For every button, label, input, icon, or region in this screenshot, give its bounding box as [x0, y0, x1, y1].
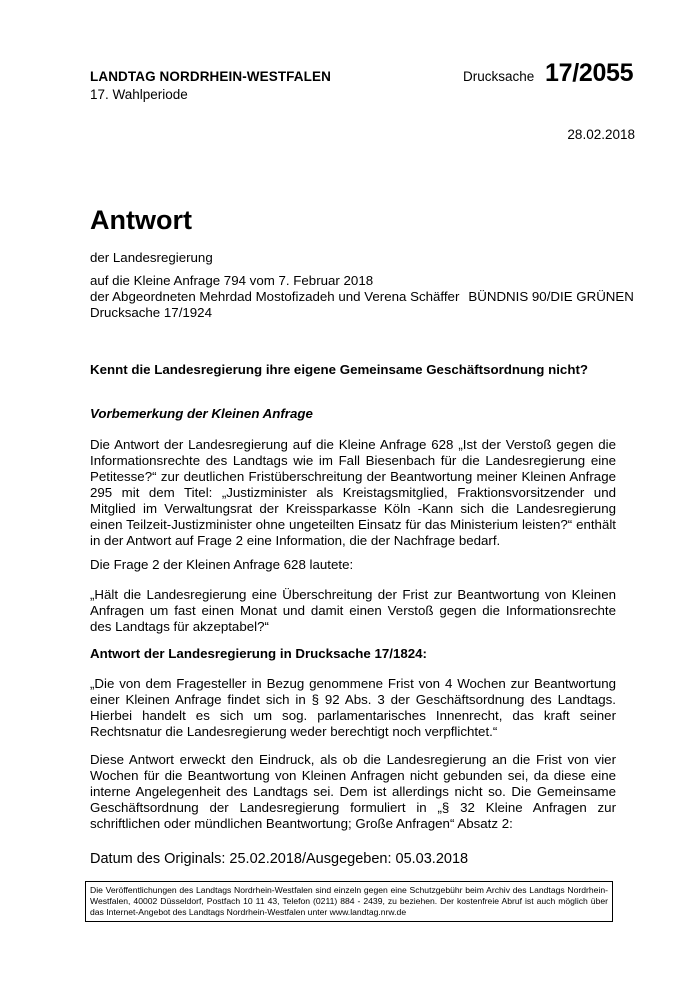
document-date: 28.02.2018: [567, 127, 635, 142]
intro-from: der Landesregierung: [90, 250, 213, 265]
intro-block: [90, 273, 634, 321]
legislative-period: 17. Wahlperiode: [90, 87, 188, 102]
paragraph-1: Die Antwort der Landesregierung auf die Kleine Anfrage 628 „Ist der Verstoß gegen die Informationsrechte des Landtags wie im Fall Biesenbach für die Landesregierung eine Petitesse?“ zur deutlichen Fristüberschreitung der Beantwortung meiner Kleinen Anfrage 295 mit dem Titel: „Justizminister als Kreistagsmitglied, Fraktionsvorsitzender und Mitglied im Verwaltungsrat der Kreissparkasse Köln -Kann sich die Landesregierung einen Teilzeit-Justizminister ohne ungeteilten Einsatz für das Ministerium leisten?“ enthält in der Antwort auf Frage 2 eine Information, die der Nachfrage bedarf.: [90, 437, 616, 548]
answer-heading: Antwort der Landesregierung in Drucksache 17/1824:: [90, 646, 427, 661]
drucksache-number: 17/2055: [545, 59, 634, 87]
datum-line: Datum des Originals: 25.02.2018/Ausgegeben: 05.03.2018: [90, 851, 469, 867]
intro-line-2: [90, 289, 634, 305]
drucksache-label: Drucksache: [463, 69, 535, 84]
parliament-name: LANDTAG NORDRHEIN-WESTFALEN: [90, 69, 331, 84]
intro-party: BÜNDNIS 90/DIE GRÜNEN: [468, 289, 634, 304]
intro-names: der Abgeordneten Mehrdad Mostofizadeh und Verena Schäffer: [90, 289, 460, 304]
question-title: Kennt die Landesregierung ihre eigene Gemeinsame Geschäftsordnung nicht?: [90, 362, 588, 377]
vorbemerkung-heading: Vorbemerkung der Kleinen Anfrage: [90, 406, 313, 421]
intro-line-1: auf die Kleine Anfrage 794 vom 7. Februar 2018: [90, 273, 374, 288]
intro-line-3: Drucksache 17/1924: [90, 305, 212, 320]
paragraph-3: „Hält die Landesregierung eine Überschreitung der Frist zur Beantwortung von Kleinen Anfragen um fast einen Monat und damit einen Verstoß gegen die Informationsrechte des Landtags für akzeptabel?“: [90, 587, 616, 634]
page-title: Antwort: [90, 205, 192, 235]
footer-box: Die Veröffentlichungen des Landtags Nordrhein-Westfalen sind einzeln gegen eine Schutzgebühr beim Archiv des Landtags Nordrhein-Westfalen, 40002 Düsseldorf, Postfach 10 11 43, Telefon (0211) 884 - 2439, zu beziehen. Der kostenfreie Abruf ist auch möglich über das Internet-Angebot des Landtags Nordrhein-Westfalen unter www.landtag.nrw.de: [85, 881, 613, 922]
paragraph-2: Die Frage 2 der Kleinen Anfrage 628 lautete:: [90, 557, 354, 572]
paragraph-4: „Die von dem Fragesteller in Bezug genommene Frist von 4 Wochen zur Beantwortung einer Kleinen Anfrage findet sich in § 92 Abs. 3 der Geschäftsordnung des Landtags. Hierbei handelt es sich um sog. parlamentarisches Innenrecht, das kraft seiner Rechtsnatur die Landesregierung weder berechtigt noch verpflichtet.“: [90, 676, 616, 739]
paragraph-5: Diese Antwort erweckt den Eindruck, als ob die Landesregierung an die Frist von vier Wochen für die Beantwortung von Kleinen Anfragen nicht gebunden sei, da diese eine interne Angelegenheit des Landtags sei. Dem ist allerdings nicht so. Die Gemeinsame Geschäftsordnung der Landesregierung formuliert in „§ 32 Kleine Anfragen zur schriftlichen oder mündlichen Beantwortung; Große Anfragen“ Absatz 2:: [90, 752, 616, 831]
